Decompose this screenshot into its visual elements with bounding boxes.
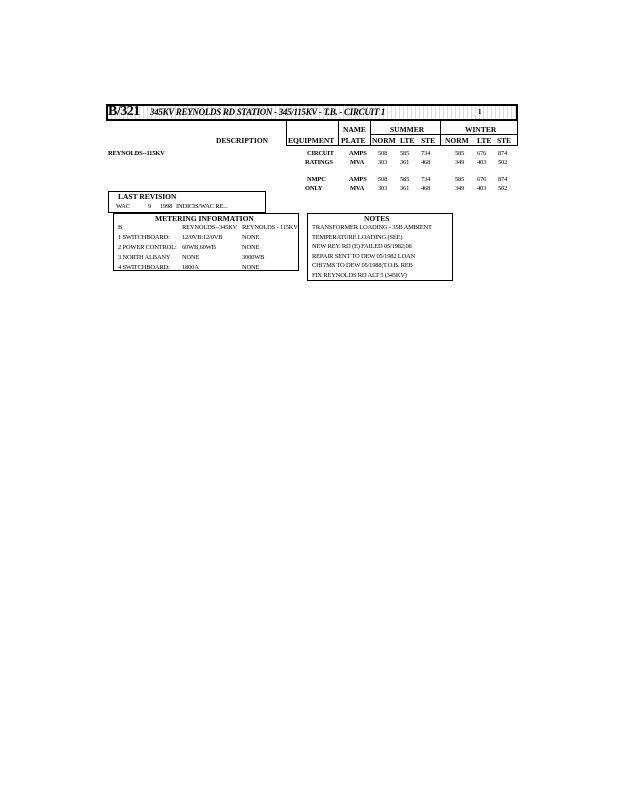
rating-value: 676 [477, 176, 487, 183]
last-revision-note: INDICIS/WAC RE... [176, 203, 228, 210]
sheet-title: 345KV REYNOLDS RD STATION - 345/115KV - T.B. - CIRCUIT 1 [150, 107, 386, 117]
rating-value: 361 [400, 185, 410, 192]
rating-unit: MVA [350, 185, 365, 192]
rating-value: 585 [400, 150, 410, 157]
last-revision-who: WAC [116, 203, 130, 210]
metering-head-1: REYNOLDS--345KV [182, 224, 238, 231]
metering-row-value: 1800A [182, 264, 199, 271]
note-line: TEMPERATURE LOADING (SEE) [312, 233, 403, 241]
grid-line [338, 121, 339, 145]
sheet-id: B/321 [108, 104, 140, 119]
grid-line [286, 145, 518, 146]
col-winter: WINTER [465, 125, 497, 134]
metering-row-value: 3000WB [242, 254, 265, 261]
col-winter-ste: STE [497, 136, 512, 145]
metering-row-label: 1 SWITCHBOARD: [118, 234, 170, 241]
metering-row-value: NONE [242, 264, 260, 271]
metering-row-label: 2 POWER CONTROL: [118, 244, 177, 251]
metering-row-value: 60WB,60WB [182, 244, 216, 251]
rating-value: 468 [421, 185, 431, 192]
rating-value: 403 [477, 159, 487, 166]
col-winter-lte: LTE [477, 136, 492, 145]
rating-value: 361 [400, 159, 410, 166]
last-revision-year: 1998 [160, 203, 173, 210]
metering-row-label: 4 SWITCHBOARD: [118, 264, 170, 271]
rating-unit: AMPS [349, 150, 367, 157]
metering-head-2: REYNOLDS - 115KV [242, 224, 298, 231]
rating-unit: MVA [350, 159, 365, 166]
rating-value: 349 [455, 159, 465, 166]
rating-label: ONLY [305, 185, 323, 192]
rating-value: 403 [477, 185, 487, 192]
rating-value: 585 [455, 176, 465, 183]
rating-value: 874 [498, 150, 508, 157]
grid-line [517, 121, 518, 145]
rating-value: 303 [378, 159, 388, 166]
metering-row-value: 12/0VB:12/0VB [182, 234, 223, 241]
rating-label: RATINGS [305, 159, 333, 166]
col-plate: PLATE [341, 136, 366, 145]
col-description: DESCRIPTION [216, 136, 269, 145]
rating-value: 508 [378, 150, 388, 157]
col-summer: SUMMER [390, 125, 425, 134]
grid-line [286, 121, 287, 145]
note-line: REPAIR SENT TO DEW 05/1982 LOAN [312, 252, 416, 260]
metering-row-value: NONE [242, 244, 260, 251]
note-line: TRANSFORMER LOADING - 35B AMBIENT [312, 224, 432, 231]
metering-head-0: B [118, 224, 123, 231]
rating-value: 676 [477, 150, 487, 157]
rating-value: 734 [421, 176, 431, 183]
col-summer-norm: NORM [372, 136, 396, 145]
grid-line [370, 134, 518, 135]
note-line: FIX REYNOLDS RD ALT 5 (345KV) [312, 271, 407, 279]
rating-value: 734 [421, 150, 431, 157]
rating-value: 585 [400, 176, 410, 183]
metering-row-value: NONE [242, 234, 260, 241]
rating-value: 349 [455, 185, 465, 192]
rating-value: 585 [455, 150, 465, 157]
rating-value: 468 [421, 159, 431, 166]
col-name: NAME [343, 125, 366, 134]
rating-value: 502 [498, 159, 508, 166]
rating-value: 303 [378, 185, 388, 192]
sheet-code: 1 [478, 108, 482, 116]
item-description: REYNOLDS--115KV [108, 150, 165, 157]
grid-line [370, 121, 371, 145]
last-revision-num: 9 [148, 203, 152, 210]
rating-label: CIRCUIT [307, 150, 334, 157]
col-summer-ste: STE [421, 136, 436, 145]
metering-row-value: NONE [182, 254, 200, 261]
rating-value: 874 [498, 176, 508, 183]
grid-line [440, 121, 441, 145]
col-equipment: EQUIPMENT [288, 136, 335, 145]
col-summer-lte: LTE [400, 136, 415, 145]
metering-row-label: 3 NORTH ALBANY [118, 254, 171, 261]
note-line: NEW REY. RD (E) FAILED 05/1982;08 [312, 243, 412, 250]
rating-value: 502 [498, 185, 508, 192]
metering-title: METERING INFORMATION [155, 214, 254, 223]
last-revision-title: LAST REVISION [118, 192, 177, 201]
rating-value: 508 [378, 176, 388, 183]
notes-title: NOTES [364, 214, 390, 223]
note-line: CHG'MS TO DEW 05/1988;T.O.B. REB [312, 262, 413, 269]
rating-unit: AMPS [349, 176, 367, 183]
col-winter-norm: NORM [445, 136, 469, 145]
rating-label: NMPC [307, 176, 326, 183]
